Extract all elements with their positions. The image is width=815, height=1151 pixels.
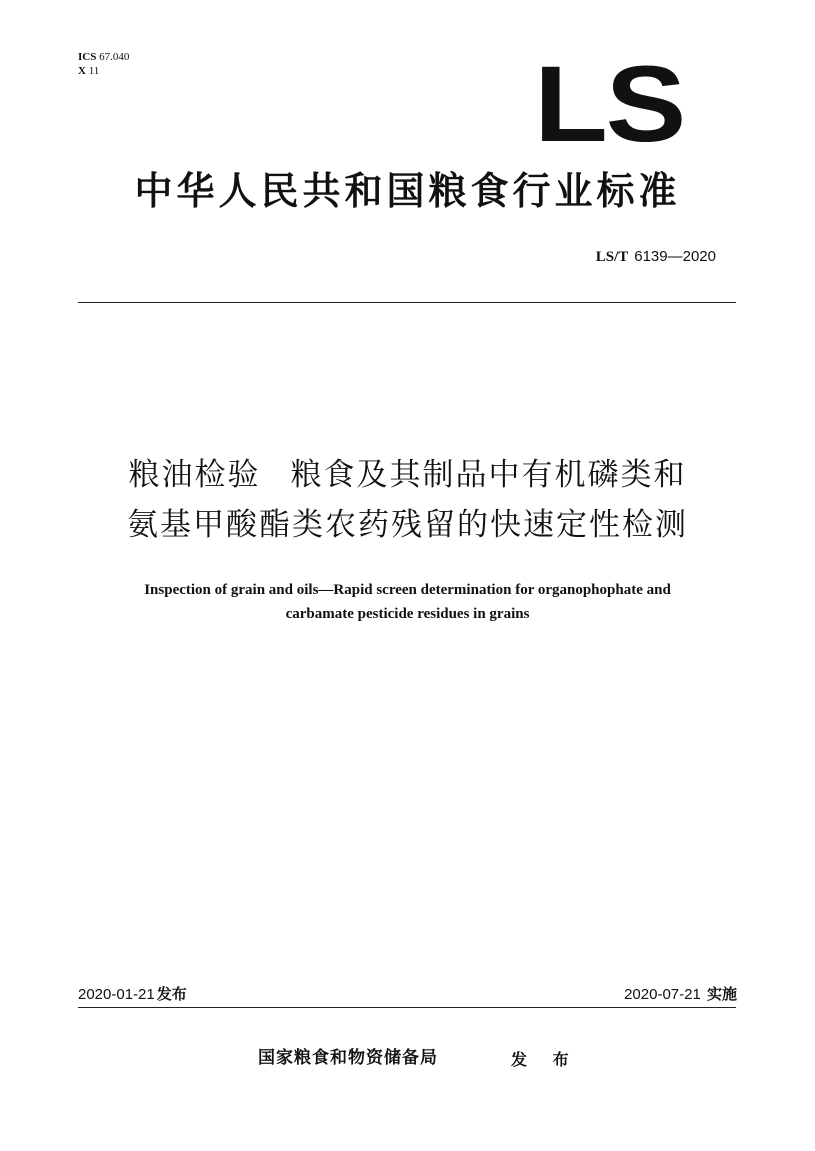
publish-label: 发 布 [511, 1050, 579, 1069]
ccs-line [78, 64, 129, 78]
implementation-date-value: 2020-07-21 [624, 986, 701, 1003]
english-title [60, 578, 755, 626]
chinese-title-line-2: 氨基甲酸酯类农药残留的快速定性检测 [127, 507, 688, 543]
english-title-line-2: carbamate pesticide residues in grains [285, 606, 530, 622]
ics-code: 67.040 [99, 51, 130, 63]
ccs-label: X [78, 65, 86, 77]
issuer-title: 中华人民共和国粮食行业标准 [134, 169, 681, 213]
ics-label: ICS [78, 51, 97, 63]
issue-date-label: 发布 [156, 986, 187, 1003]
chinese-title-line-1-rest: 粮食及其制品中有机磷类和 [290, 457, 687, 493]
classification-codes [78, 50, 129, 78]
implementation-date [624, 985, 737, 1005]
top-divider [78, 302, 736, 303]
chinese-title [0, 450, 815, 550]
publisher-name: 国家粮食和物资储备局 [258, 1048, 438, 1068]
chinese-title-line-1 [0, 450, 815, 500]
issue-date-value: 2020-01-21 [78, 986, 155, 1003]
english-title-line-1: Inspection of grain and oils—Rapid screen determination for organophophate and [144, 582, 671, 598]
implementation-date-label: 实施 [706, 986, 737, 1003]
ics-line [78, 50, 129, 64]
ls-logo: LS [534, 43, 685, 164]
standard-number-value: 6139—2020 [634, 248, 716, 265]
standard-code: LS/T [595, 249, 629, 265]
bottom-divider [78, 1007, 736, 1008]
issue-date [78, 985, 187, 1005]
ccs-code: 11 [88, 65, 100, 77]
chinese-title-prefix: 粮油检验 [128, 457, 261, 493]
standard-number [596, 246, 716, 267]
